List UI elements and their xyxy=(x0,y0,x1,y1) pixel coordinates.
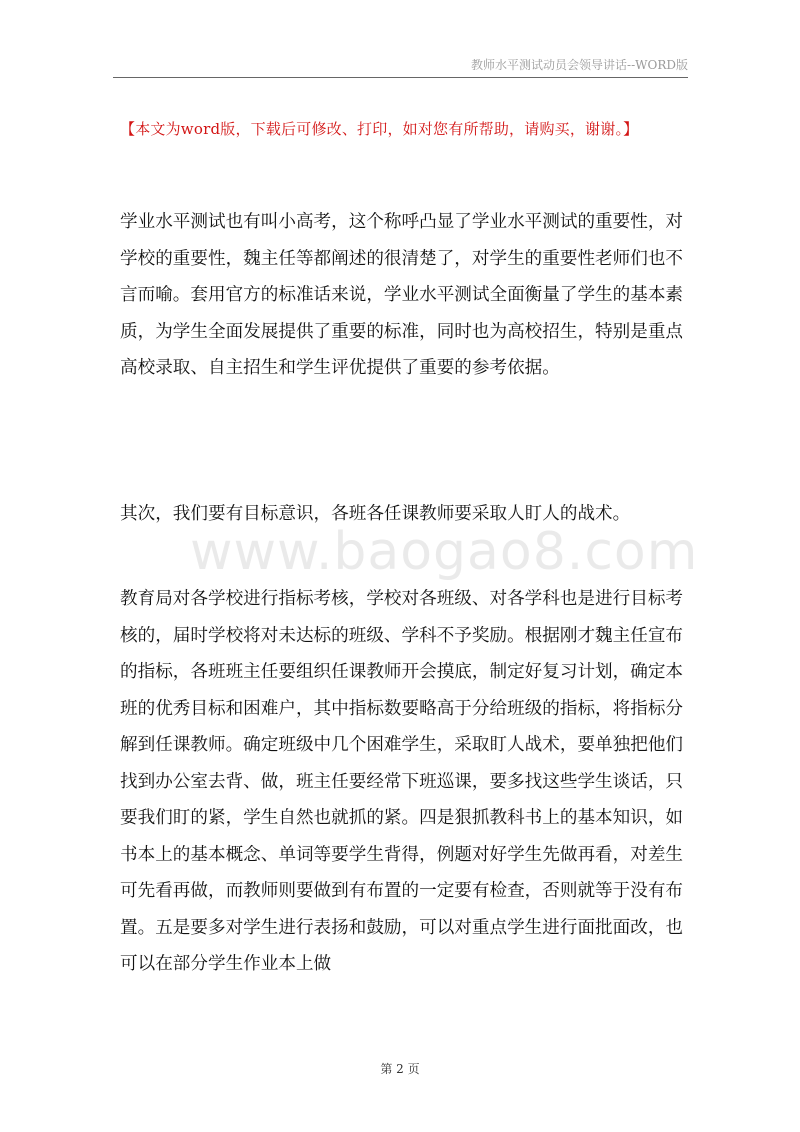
site-watermark: www.baogao8.com xyxy=(190,522,699,582)
word-version-notice: 【本文为word版，下载后可修改、打印，如对您有所帮助，请购买，谢谢。】 xyxy=(120,120,639,138)
paragraph-1: 学业水平测试也有叫小高考，这个称呼凸显了学业水平测试的重要性，对学校的重要性，魏主任等都阐述的很清楚了，对学生的重要性老师们也不言而喻。套用官方的标准话来说，学业水平测试全面衡量了学生的基本素质，为学生全面发展提供了重要的标准，同时也为高校招生，特别是重点高校录取、自主招生和学生评优提供了重要的参考依据。 xyxy=(120,212,684,378)
paragraph-3: 教育局对各学校进行指标考核，学校对各班级、对各学科也是进行目标考核的，届时学校将对未达标的班级、学科不予奖励。根据刚才魏主任宣布的指标，各班班主任要组织任课教师开会摸底，制定好复习计划，确定本班的优秀目标和困难户，其中指标数要略高于分给班级的指标，将指标分解到任课教师。确定班级中几个困难学生，采取盯人战术，要单独把他们找到办公室去背、做，班主任要经常下班巡课，要多找这些学生谈话，只要我们盯的紧，学生自然也就抓的紧。四是狠抓教科书上的基本知识，如书本上的基本概念、单词等要学生背得，例题对好学生先做再看，对差生可先看再做，而教师则要做到有布置的一定要有检查，否则就等于没有布置。五是要多对学生进行表扬和鼓励，可以对重点学生进行面批面改，也可以在部分学生作业本上做 xyxy=(120,589,684,974)
page-number: 第 2 页 xyxy=(380,1062,420,1076)
paragraph-2: 其次，我们要有目标意识，各班各任课教师要采取人盯人的战术。 xyxy=(120,504,631,524)
page-header-title: 教师水平测试动员会领导讲话--WORD版 xyxy=(471,58,688,72)
header-divider xyxy=(113,77,688,78)
